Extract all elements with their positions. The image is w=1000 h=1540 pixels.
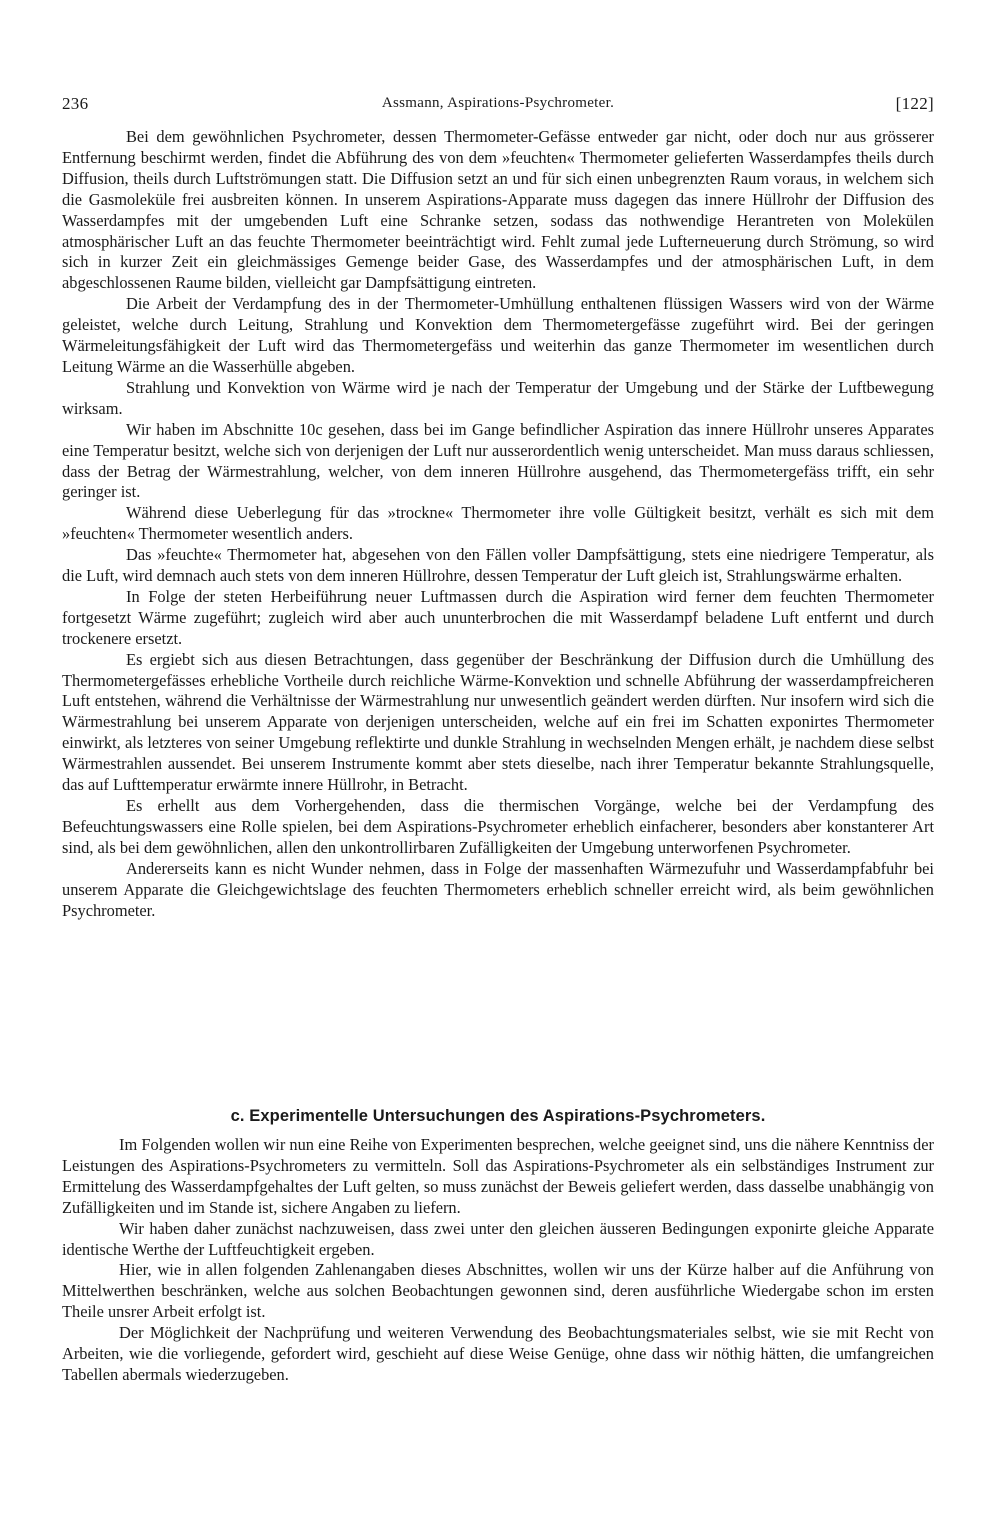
paragraph: Wir haben im Abschnitte 10c gesehen, dass bei im Gange befindlicher Aspiration das innere Hüllrohr unseres Apparates eine Temperatur besitzt, welche sich von derjenigen der Luft nur ausserordentlich wenig unterscheidet. Man muss daraus schliessen, dass der Betrag der Wärmestrahlung, welcher, von dem inneren Hüllrohre ausgehend, das Thermometergefäss trifft, ein sehr geringer ist. <box>62 419 934 502</box>
paragraph: Strahlung und Konvektion von Wärme wird je nach der Temperatur der Umgebung und der Stärke der Luftbewegung wirksam. <box>62 377 934 418</box>
paragraph: Die Arbeit der Verdampfung des in der Thermometer-Umhüllung enthaltenen flüssigen Wassers wird von der Wärme geleistet, welche durch Leitung, Strahlung und Konvektion dem Thermometergefässe zugeführt wird. Bei der geringen Wärmeleitungsfähigkeit der Luft wird das Thermometergefäss und weiterhin das ganze Thermometer im wesentlichen durch Leitung Wärme an die Wasserhülle abgeben. <box>62 294 934 376</box>
paragraph: Der Möglichkeit der Nachprüfung und weiteren Verwendung des Beobachtungsmateriales selbst, wie sie mit Recht von Arbeiten, wie die vorliegende, gefordert wird, geschieht auf diese Weise Genüge, ohne dass wir nöthig hätten, die umfangreichen Tabellen abermals wiederzugeben. <box>62 1323 934 1384</box>
paragraph: Es ergiebt sich aus diesen Betrachtungen, dass gegenüber der Beschränkung der Diffusion durch die Umhüllung des Thermometergefässes erhebliche Vortheile durch reichliche Wärme-Konvektion und schnelle Abführung der wasserdampfreicheren Luft entstehen, während die Verhältnisse der Wärmestrahlung nur unwesentlich geändert werden dürften. Nur insofern wird sich die Wärmestrahlung bei unserem Apparate von derjenigen unterscheiden, welche auf ein frei im Schatten exponirtes Thermometer einwirkt, als letzteres von seiner Umgebung reflektirte und dunkle Strahlung in wechselnden Mengen erhält, je nachdem diese selbst Wärmestrahlen aussendet. Bei unserem Instrumente kommt aber stets dieselbe, nach ihrer Temperatur bekannte Strahlungsquelle, das auf Lufttemperatur erwärmte innere Hüllrohr, in Betracht. <box>62 649 934 795</box>
paragraph: Andererseits kann es nicht Wunder nehmen, dass in Folge der massenhaften Wärmezufuhr und Wasserdampfabfuhr bei unserem Apparate die Gleichgewichtslage des feuchten Thermometers erheblich schneller erreicht wird, als beim gewöhnlichen Psychrometer. <box>62 858 934 920</box>
paragraph: Das »feuchte« Thermometer hat, abgesehen von den Fällen voller Dampfsättigung, stets eine niedrigere Temperatur, als die Luft, wird demnach auch stets von dem inneren Hüllrohre, dessen Temperatur der Luft gleich ist, Strahlungswärme erhalten. <box>62 545 934 586</box>
paragraph: Hier, wie in allen folgenden Zahlenangaben dieses Abschnittes, wollen wir uns der Kürze halber auf die Anführung von Mittelwerthen beschränken, welche aus solchen Beobachtungen gewonnen sind, deren ausführliche Wiedergabe schon im ersten Theile unsrer Arbeit erfolgt ist. <box>62 1260 934 1322</box>
bracket-page-number: [122] <box>895 94 934 113</box>
running-title: Assmann, Aspirations-Psychrometer. <box>381 95 615 111</box>
paragraph: In Folge der steten Herbeiführung neuer Luftmassen durch die Aspiration wird ferner dem feuchten Thermometer fortgesetzt Wärme zugeführt; zugleich wird aber auch ununterbrochen die mit Wasserdampf beladene Luft entfernt und durch trockenere ersetzt. <box>62 586 934 648</box>
body-text <box>62 127 934 921</box>
paragraph: Während diese Ueberlegung für das »trockne« Thermometer ihre volle Gültigkeit besitzt, verhält es sich mit dem »feuchten« Thermometer wesentlich anders. <box>62 503 934 544</box>
section-heading: c. Experimentelle Untersuchungen des Aspirations-Psychrometers. <box>230 1107 766 1125</box>
page-number: 236 <box>62 94 89 113</box>
running-head <box>62 94 934 116</box>
paragraph: Bei dem gewöhnlichen Psychrometer, dessen Thermometer-Gefässe entweder gar nicht, oder doch nur aus grösserer Entfernung beschirmt werden, findet die Abführung des von dem »feuchten« Thermometer gelieferten Wasserdampfes theils durch Diffusion, theils durch Luftströmungen statt. Die Diffusion setzt an und für sich einen unbegrenzten Raum voraus, in welchem sich die Gasmoleküle frei ausbreiten können. In unserem Aspirations-Apparate muss dagegen das innere Hüllrohr der Diffusion des Wasserdampfes mit der umgebenden Luft eine Schranke setzen, sodass das nothwendige Herantreten von Molekülen atmosphärischer Luft an das feuchte Thermometer beeinträchtigt wird. Fehlt zumal jede Lufterneuerung durch Strömung, so wird sich in kurzer Zeit ein gleichmässiges Gemenge beider Gase, des Wasserdampfes und der atmosphärischen Luft, in dem abgeschlossenen Raume bilden, vielleicht gar Dampfsättigung eintreten. <box>62 127 934 293</box>
paragraph: Es erhellt aus dem Vorhergehenden, dass die thermischen Vorgänge, welche bei der Verdampfung des Befeuchtungswassers eine Rolle spielen, bei dem Aspirations-Psychrometer erheblich einfacherer, besonders aber konstanterer Art sind, als bei dem gewöhnlichen, allen den unkontrollirbaren Zufälligkeiten der Umgebung unterworfenen Psychrometer. <box>62 796 934 857</box>
section-text <box>62 1135 934 1386</box>
paragraph: Im Folgenden wollen wir nun eine Reihe von Experimenten besprechen, welche geeignet sind, uns die nähere Kenntniss der Leistungen des Aspirations-Psychrometers zu vermitteln. Soll das Aspirations-Psychrometer als ein selbständiges Instrument zur Ermittelung des Wasserdampfgehaltes der Luft gelten, so muss zunächst der Beweis geliefert werden, dass dasselbe unabhängig von Zufälligkeiten und im Stande ist, sichere Angaben zu liefern. <box>62 1135 934 1217</box>
paragraph: Wir haben daher zunächst nachzuweisen, dass zwei unter den gleichen äusseren Bedingungen exponirte gleiche Apparate identische Werthe der Luftfeuchtigkeit ergeben. <box>62 1218 934 1259</box>
